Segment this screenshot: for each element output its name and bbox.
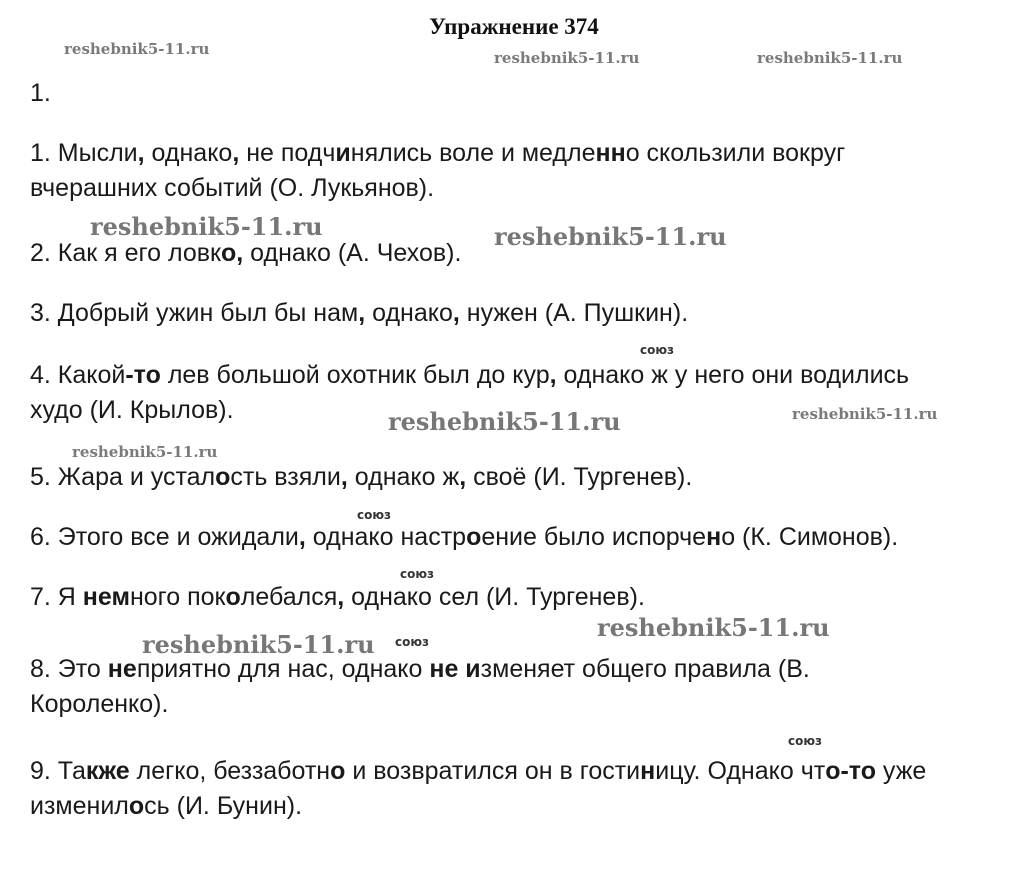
watermark: reshebnik5-11.ru [388, 407, 621, 436]
exercise-item [30, 520, 1015, 555]
text-fragment: однако [365, 299, 453, 327]
text-fragment: ицу. Однако чт [655, 757, 826, 785]
exercise-item [30, 296, 1015, 331]
watermark: reshebnik5-11.ru [792, 405, 938, 423]
bold-fragment: о [330, 757, 346, 785]
bold-fragment: н [706, 523, 722, 551]
text-fragment: Добрый ужин был бы нам [57, 299, 359, 327]
text-fragment: однако настр [305, 523, 467, 551]
item-number: 2. [30, 239, 58, 267]
text-fragment: лев большой охотник был до кур [160, 361, 550, 389]
text-fragment: зменяет общего правила (В. [480, 655, 810, 683]
union-note: союз [400, 567, 434, 581]
text-fragment: сть взяли [230, 463, 341, 491]
watermark: reshebnik5-11.ru [90, 212, 323, 241]
text-fragment: однако сел (И. Тургенев). [344, 583, 645, 611]
bold-fragment: не и [429, 655, 481, 683]
bold-fragment: , [298, 523, 306, 551]
text-fragment: Та [57, 757, 86, 785]
watermark: reshebnik5-11.ru [72, 443, 218, 461]
bold-fragment: о [128, 792, 145, 820]
bold-fragment: , [459, 463, 467, 491]
watermark: reshebnik5-11.ru [757, 49, 903, 67]
text-fragment: сь (И. Бунин). [144, 792, 303, 820]
bold-fragment: нем [82, 583, 130, 611]
exercise-item [30, 358, 1015, 428]
text-fragment: и возвратился он в гости [345, 757, 641, 785]
text-fragment: однако (А. Чехов). [243, 239, 462, 267]
section-number: 1. [30, 79, 51, 107]
bold-fragment: , [137, 139, 145, 167]
text-fragment: Жара и устал [57, 463, 216, 491]
text-fragment: о (К. Симонов). [721, 523, 899, 551]
text-fragment: однако [144, 139, 233, 167]
text-fragment: однако ж [347, 463, 460, 491]
watermark: reshebnik5-11.ru [494, 49, 640, 67]
text-fragment: Это [57, 655, 108, 683]
bold-fragment: , [549, 361, 557, 389]
text-fragment: Какой [57, 361, 126, 389]
bold-fragment: н [640, 757, 656, 785]
exercise-item [30, 236, 1015, 271]
union-note: союз [640, 343, 674, 357]
exercise-item [30, 136, 1015, 206]
text-fragment: Я [57, 583, 83, 611]
item-number: 6. [30, 523, 58, 551]
exercise-item [30, 580, 1015, 615]
item-number: 5. [30, 463, 58, 491]
bold-fragment: о [225, 583, 241, 611]
item-number: 4. [30, 361, 58, 389]
text-fragment: Короленко). [30, 690, 169, 718]
text-fragment: Как я его ловк [57, 239, 221, 267]
text-fragment: своё (И. Тургенев). [466, 463, 693, 491]
text-fragment: Этого все и ожидали [57, 523, 299, 551]
bold-fragment: о [215, 463, 231, 491]
union-note: союз [788, 734, 822, 748]
bold-fragment: о [220, 239, 237, 267]
page-title: Упражнение 374 [429, 14, 599, 39]
bold-fragment: нн [595, 139, 626, 167]
item-number: 3. [30, 299, 58, 327]
text-fragment: уже [875, 757, 927, 785]
text-fragment: худо (И. Крылов). [30, 396, 234, 424]
watermark: reshebnik5-11.ru [142, 630, 375, 659]
text-fragment: нялись воле и медле [350, 139, 596, 167]
text-fragment: изменил [30, 792, 129, 820]
bold-fragment: о-то [825, 757, 876, 785]
text-fragment: Мысли [57, 139, 138, 167]
text-fragment: легко, беззаботн [129, 757, 331, 785]
exercise-item [30, 460, 1015, 495]
bold-fragment: , [452, 299, 460, 327]
bold-fragment: , [340, 463, 348, 491]
text-fragment: ного пок [129, 583, 226, 611]
bold-fragment: не [107, 655, 137, 683]
bold-fragment: кже [85, 757, 130, 785]
union-note: союз [357, 508, 391, 522]
item-number: 7. [30, 583, 58, 611]
exercise-item [30, 652, 1015, 722]
text-fragment: однако ж у него они водились [556, 361, 910, 389]
watermark: reshebnik5-11.ru [597, 613, 830, 642]
text-fragment: нужен (А. Пушкин). [459, 299, 689, 327]
text-fragment: не подч [239, 139, 336, 167]
bold-fragment: , [337, 583, 345, 611]
bold-fragment: о [466, 523, 482, 551]
watermark: reshebnik5-11.ru [64, 40, 210, 58]
bold-fragment: и [335, 139, 351, 167]
text-fragment: вчерашних событий (О. Лукьянов). [30, 174, 435, 202]
bold-fragment: , [358, 299, 366, 327]
item-number: 8. [30, 655, 58, 683]
watermark: reshebnik5-11.ru [494, 222, 727, 251]
text-fragment: ение было испорче [481, 523, 707, 551]
item-number: 9. [30, 757, 58, 785]
bold-fragment: -то [125, 361, 161, 389]
exercise-item [30, 754, 1015, 824]
bold-fragment: , [236, 239, 244, 267]
text-fragment: о скользили вокруг [625, 139, 846, 167]
text-fragment: лебался [240, 583, 338, 611]
bold-fragment: , [232, 139, 240, 167]
text-fragment: приятно для нас, однако [136, 655, 430, 683]
item-number: 1. [30, 139, 58, 167]
union-note: союз [395, 635, 429, 649]
